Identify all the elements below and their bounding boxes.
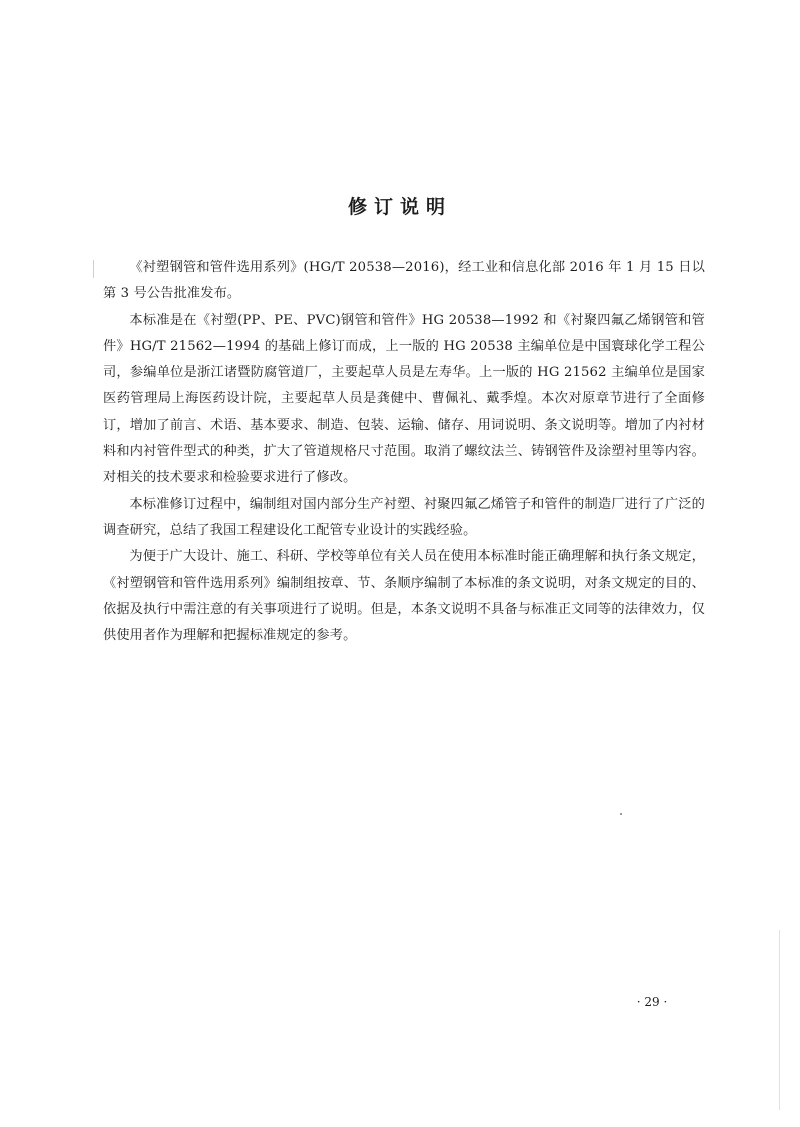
paragraph-publication: 《衬塑钢管和管件选用系列》(HG/T 20538—2016)，经工业和信息化部 2016 年 1 月 15 日以第 3 号公告批准发布。	[103, 260, 705, 302]
paragraph-revision-process: 本标准修订过程中，编制组对国内部分生产衬塑、衬聚四氟乙烯管子和管件的制造厂进行了广泛的调查研究，总结了我国工程建设化工配管专业设计的实践经验。	[103, 496, 705, 538]
body-text	[103, 255, 705, 649]
page-number: · 29 ·	[636, 995, 668, 1009]
scan-edge-shadow	[779, 930, 780, 1110]
scan-mark	[93, 260, 94, 278]
page-title: 修订说明	[347, 196, 452, 218]
scan-speck	[620, 813, 622, 815]
paragraph-revision-history: 本标准是在《衬塑(PP、PE、PVC)钢管和管件》HG 20538—1992 和《衬聚四氟乙烯钢管和管件》HG/T 21562—1994 的基础上修订而成，上一版的 HG 20538 主编单位是中国寰球化学工程公司，参编单位是浙江诸暨防腐管道厂，主要起草人员是左寿华。上一版的 HG 21562 主编单位是国家医药管理局上海医药设计院，主要起草人员是龚健中、曹佩礼、戴季煌。本次对原章节进行了全面修订，增加了前言、术语、基本要求、制造、包装、运输、储存、用词说明、条文说明等。增加了内衬材料和内衬管件型式的种类，扩大了管道规格尺寸范围。取消了螺纹法兰、铸钢管件及涂塑衬里等内容。对相关的技术要求和检验要求进行了修改。	[103, 312, 705, 486]
paragraph-explanatory-note: 为便于广大设计、施工、科研、学校等单位有关人员在使用本标准时能正确理解和执行条文规定，《衬塑钢管和管件选用系列》编制组按章、节、条顺序编制了本标准的条文说明，对条文规定的目的、依据及执行中需注意的有关事项进行了说明。但是，本条文说明不具备与标准正文同等的法律效力，仅供使用者作为理解和把握标准规定的参考。	[103, 549, 705, 644]
